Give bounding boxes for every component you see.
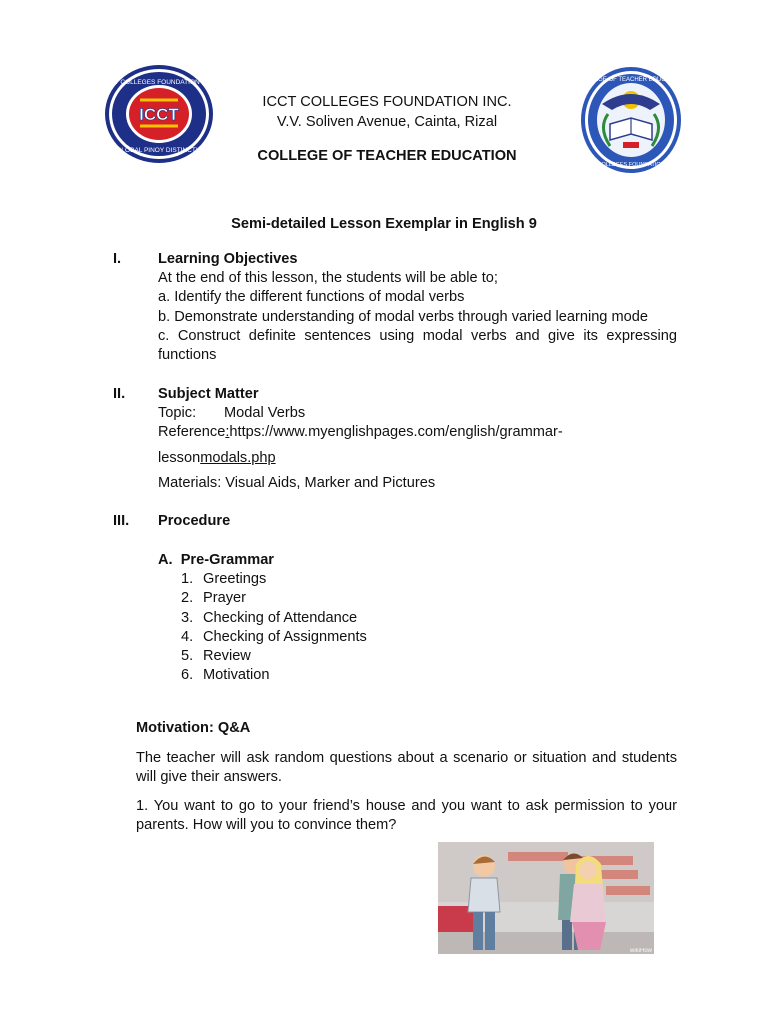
reference-url-part-2b[interactable]: modals.php	[200, 450, 276, 466]
objective-item: a. Identify the different functions of modal verbs	[158, 289, 465, 305]
reference-url-part-2a[interactable]: lesson	[158, 450, 201, 466]
topic-label: Topic:	[158, 405, 197, 421]
teacher-education-seal-logo	[580, 66, 682, 174]
motivation-question: 1. You want to go to your friend’s house and you want to ask permission to your parents. How will you to convince them?	[136, 798, 677, 834]
list-item: 5. Review	[181, 648, 251, 665]
institution-name: ICCT COLLEGES FOUNDATION INC.	[262, 94, 512, 110]
college-name: COLLEGE OF TEACHER EDUCATION	[257, 148, 517, 164]
svg-text:ICCT COLLEGES FOUNDATION INC.: ICCT COLLEGES FOUNDATION INC.	[104, 79, 214, 86]
objectives-intro: At the end of this lesson, the students will be able to;	[158, 270, 498, 286]
subject-heading: Subject Matter	[158, 386, 259, 402]
reference-line	[158, 423, 563, 442]
list-item: 3. Checking of Attendance	[181, 609, 358, 626]
svg-text:ICCT: ICCT	[139, 105, 179, 124]
institution-address: V.V. Soliven Avenue, Cainta, Rizal	[276, 114, 498, 130]
lesson-title: Semi-detailed Lesson Exemplar in English 9	[231, 216, 537, 232]
pre-grammar-heading: A. Pre-Grammar	[158, 552, 274, 568]
reference-url-line-2	[158, 449, 276, 468]
section-numeral-iii: III.	[113, 513, 130, 529]
materials: Materials: Visual Aids, Marker and Pictures	[158, 475, 436, 491]
list-item: 6. Motivation	[181, 667, 270, 684]
conversation-illustration	[438, 842, 654, 954]
procedure-heading: Procedure	[158, 513, 231, 529]
svg-text:A GLOBAL PINOY DISTINCTION: A GLOBAL PINOY DISTINCTION	[110, 147, 208, 154]
motivation-heading: Motivation: Q&A	[136, 720, 251, 736]
reference-url-part-1[interactable]: https://www.myenglishpages.com/english/grammar-	[229, 424, 563, 440]
list-item: 2. Prayer	[181, 590, 246, 607]
svg-text:COLLEGE OF TEACHER EDUCATION: COLLEGE OF TEACHER EDUCATION	[580, 77, 682, 83]
motivation-paragraph: The teacher will ask random questions about a scenario or situation and students will give their answers.	[136, 750, 677, 786]
reference-label: Reference	[158, 424, 226, 440]
icct-seal-logo	[104, 64, 214, 164]
procedure-steps-list	[181, 570, 367, 686]
objective-item: c. Construct definite sentences using modal verbs and give its expressing functions	[158, 328, 677, 364]
topic-value: Modal Verbs	[224, 405, 306, 421]
list-item: 4. Checking of Assignments	[181, 628, 367, 645]
section-numeral-i: I.	[113, 251, 122, 267]
list-item: 1. Greetings	[181, 571, 267, 587]
objectives-heading: Learning Objectives	[158, 251, 298, 267]
reference-colon: :	[225, 424, 230, 440]
section-numeral-ii: II.	[113, 386, 126, 402]
svg-text:wikiHow: wikiHow	[629, 948, 652, 954]
objective-item: b. Demonstrate understanding of modal verbs through varied learning mode	[158, 309, 648, 325]
svg-text:ICCT COLLEGES FOUNDATION, INC.: ICCT COLLEGES FOUNDATION, INC.	[583, 162, 679, 168]
